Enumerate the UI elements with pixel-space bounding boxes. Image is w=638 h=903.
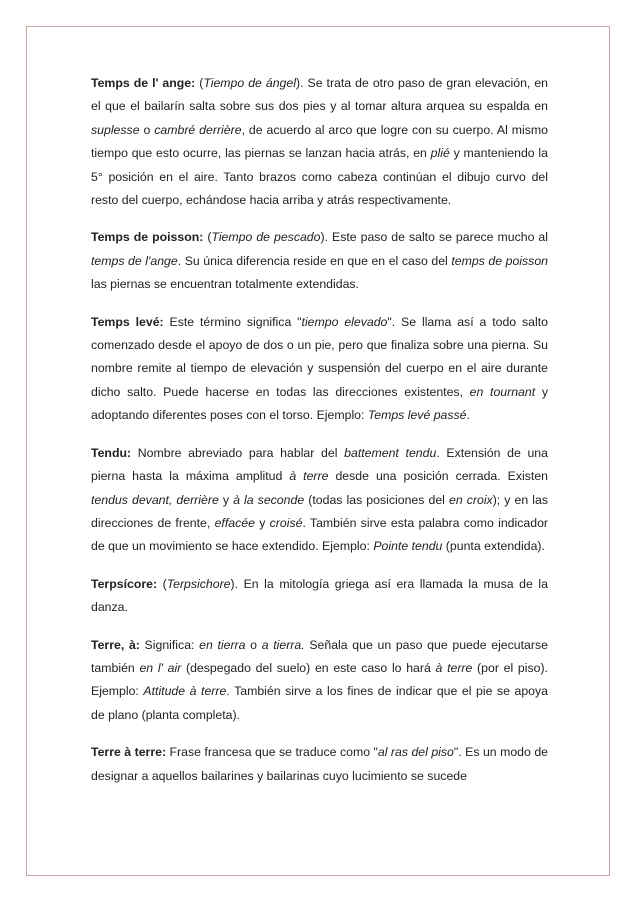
entry-term: Terre, à: <box>91 637 140 652</box>
emphasized-text: à terre <box>435 660 473 675</box>
entry-text: ". Es un modo de designar a aquellos bailarines y bailarinas cuyo lucimiento se sucede <box>91 745 548 783</box>
glossary-entry <box>91 311 548 428</box>
entry-term: Terre à terre: <box>91 745 167 760</box>
entry-text: . Extensión de una pierna hasta la máxima amplitud <box>91 445 548 484</box>
entry-term: Temps de poisson: <box>91 230 204 245</box>
entry-text: . También sirve esta palabra como indicador de que un movimiento se hace extendido. Ejemplo: <box>91 515 548 554</box>
entry-text: Frase francesa que se traduce como " <box>166 745 378 760</box>
entry-text: , de acuerdo al arco que logre con su cuerpo. Al mismo tiempo que esto ocurre, las piernas se lanzan hacia atrás, en <box>91 122 548 161</box>
emphasized-text: en croix <box>448 492 493 507</box>
entry-text: Señala que un paso que puede ejecutarse también <box>91 637 548 675</box>
entry-text: desde una posición cerrada. Existen <box>328 469 548 484</box>
entry-text: ). Este paso de salto se parece mucho al <box>320 230 549 245</box>
emphasized-text: tiempo elevado <box>301 314 388 329</box>
emphasized-text: temps de poisson <box>451 253 549 268</box>
entry-text: ( <box>195 76 204 90</box>
entry-text: (por el piso). Ejemplo: <box>91 660 548 699</box>
entry-text: ); y en las direcciones de frente, <box>91 492 548 530</box>
entry-text: o <box>139 122 155 137</box>
entry-text: y <box>254 515 270 530</box>
emphasized-text: battement tendu <box>344 445 437 460</box>
emphasized-text: en l' air <box>139 660 182 675</box>
glossary-entry <box>91 226 548 296</box>
entry-term: Temps levé: <box>91 314 164 329</box>
entry-text: o <box>245 637 262 652</box>
emphasized-text: Tiempo de pescado <box>211 230 321 245</box>
emphasized-text: Attitude à terre <box>143 684 227 699</box>
emphasized-text: à terre <box>289 469 329 484</box>
entry-text: (punta extendida). <box>442 539 545 554</box>
glossary-entry <box>91 72 548 212</box>
emphasized-text: suplesse <box>91 122 140 137</box>
glossary-text <box>91 72 548 802</box>
entry-text: Nombre abreviado para hablar del <box>131 445 345 460</box>
entry-text: ). En la mitología griega así era llamada la musa de la danza. <box>91 576 548 615</box>
emphasized-text: al ras del piso <box>377 745 454 760</box>
glossary-entry <box>91 634 548 728</box>
entry-text: (despegado del suelo) en este caso lo hará <box>181 660 436 675</box>
entry-term: Tendu: <box>91 445 132 460</box>
entry-text: . Su única diferencia reside en que en el caso del <box>177 253 452 268</box>
entry-term: Temps de l' ange: <box>91 76 196 90</box>
glossary-entry <box>91 442 548 559</box>
emphasized-text: Pointe tendu <box>373 539 443 554</box>
entry-text: y adoptando diferentes poses con el torso. Ejemplo: <box>91 384 548 423</box>
emphasized-text: Tiempo de ángel <box>203 76 296 90</box>
emphasized-text: croisé <box>269 515 303 530</box>
glossary-entry <box>91 741 548 788</box>
entry-text: ). Se trata de otro paso de gran elevación, en el que el bailarín salta sobre sus dos pies y al tomar altura arquea su espalda en <box>91 76 549 114</box>
entry-text: (todas las posiciones del <box>304 492 449 507</box>
entry-text: . También sirve a los fines de indicar que el pie se apoya de plano (planta completa). <box>91 684 549 722</box>
entry-text: y <box>218 492 234 507</box>
emphasized-text: tendus devant, derrière <box>91 492 219 507</box>
entry-text: Este término significa " <box>163 314 302 329</box>
entry-text: las piernas se encuentran totalmente extendidas. <box>91 277 359 292</box>
emphasized-text: en tierra <box>199 637 246 652</box>
emphasized-text: à la seconde <box>233 492 305 507</box>
entry-term: Terpsícore: <box>91 576 158 591</box>
entry-text: ( <box>157 576 167 591</box>
entry-text: . <box>466 408 470 423</box>
emphasized-text: Temps levé passé <box>367 408 467 423</box>
emphasized-text: en tournant <box>469 384 536 399</box>
emphasized-text: cambré derrière <box>154 122 242 137</box>
entry-text: ( <box>203 230 212 245</box>
emphasized-text: effacée <box>214 515 255 530</box>
entry-text: y manteniendo la 5° posición en el aire. Tanto brazos como cabeza continúan el dibujo curvo del resto del cuerpo, echándose hacia arriba y atrás respectivamente. <box>91 146 549 208</box>
emphasized-text: temps de l'ange <box>91 253 178 268</box>
emphasized-text: plié <box>430 146 450 161</box>
emphasized-text: Terpsichore <box>166 576 231 591</box>
entry-text: ". Se llama así a todo salto comenzado desde el apoyo de dos o un pie, pero que finaliza sobre una pierna. Su nombre remite al tiempo de elevación y suspensión del cuerpo en el aire durante dicho salto. Puede hacerse en todas las direcciones existentes, <box>91 314 548 399</box>
glossary-entry <box>91 573 548 620</box>
entry-text: Significa: <box>139 637 200 652</box>
emphasized-text: a tierra. <box>261 637 305 652</box>
